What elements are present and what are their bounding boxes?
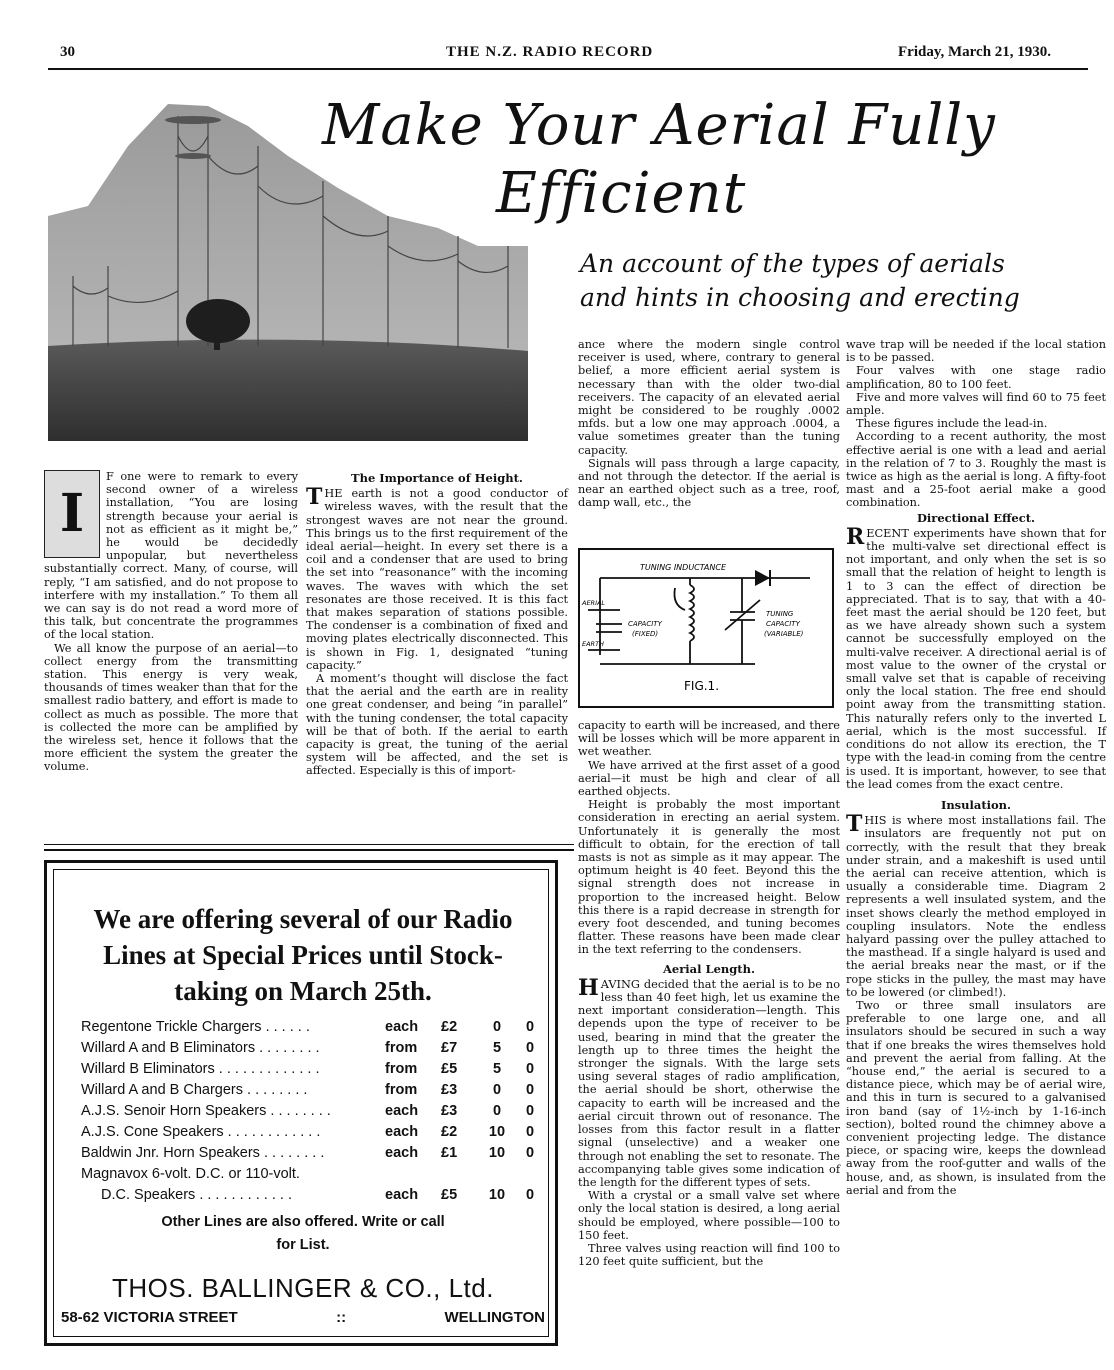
fig-label-variable: (VARIABLE)	[764, 630, 804, 638]
price-row: Regentone Trickle Chargers . . . . . . each £2 0 0	[81, 1019, 535, 1035]
article-title-line1: Make Your Aerial Fully	[322, 93, 996, 158]
ad-headline-3: taking on March 25th.	[174, 976, 432, 1006]
deck-line2: and hints in choosing and erecting	[580, 283, 1020, 312]
article-title-line2: Efficient	[496, 161, 747, 226]
ballinger-advertisement	[44, 860, 558, 1346]
masthead: THE N.Z. RADIO RECORD	[446, 44, 654, 60]
price-list	[81, 1017, 551, 1206]
col3-para1: ance where the modern single control receiver is used, where, contrary to general belief, a more efficient aerial system is necessary than with the older two-dial receivers. The capacity of an elevated aerial might be considered to be roughly .0002 mfds. but a low one may approach .0004, a value sometimes greater than the tuning capacity.	[578, 338, 840, 457]
col4-para4: These figures include the lead-in.	[856, 417, 1048, 431]
col3-para5: Height is probably the most important consideration in erecting an aerial system. Unfortunately it is generally the most difficult to obtain, for the erection of tall masts is not as simple as it may appear. The optimum height is 40 feet. Beyond this the signal strength does not increase in proportion to the increased height. Below this there is a rapid decrease in strength for every foot descended, and tuning becomes flatter. These reasons have been made clear in the text referring to the condensers.	[578, 798, 840, 957]
price-row: A.J.S. Senoir Horn Speakers . . . . . . . . each £3 0 0	[81, 1103, 535, 1119]
col4-para1: wave trap will be needed if the local station is to be passed.	[846, 338, 1106, 365]
ad-headline-1: We are offering several of our Radio	[93, 904, 513, 934]
column-3-bottom	[578, 719, 840, 1268]
col2-para1: THE earth is not a good conductor of wireless waves, with the result that the strongest waves are not near the ground. This brings us to the first requirement of the ideal aerial—height. In every set there is a coil and a condenser that are used to bring the set into “reasonance” with the incoming waves. The waves with which the set resonates are those received. It is this fact that makes separation of stations possible. The condenser is a combination of fixed and moving plates electrically disconnected. This is shown in Fig. 1, designated “tuning capacity.”	[306, 484, 568, 672]
col4-para3: Five and more valves will find 60 to 75 feet ample.	[846, 390, 1106, 418]
col2-para2: A moment’s thought will disclose the fact that the aerial and the earth are in reality one great condenser, and being “in parallel” with the tuning condenser, the total capacity will be that of both. If the aerial to earth capacity is great, the tuning of the aerial system will be affected, and the set is affected. Especially is this of import-	[306, 672, 568, 778]
ad-headline-2: Lines at Special Prices until Stock-	[103, 940, 503, 970]
price-row: Willard A and B Chargers . . . . . . . . from £3 0 0	[81, 1082, 535, 1098]
figure-1	[578, 548, 834, 708]
col4-para5: According to a recent authority, the most effective aerial is one with a lead and aerial in the relation of 7 to 3. Roughly the mast is twice as high as the aerial is long. A fifty-foot mast and a 25-foot aerial make a good combination.	[846, 430, 1106, 510]
fig-label-tuning-capacity: CAPACITY	[766, 620, 800, 628]
ad-separator: ::	[336, 1309, 347, 1326]
col3-para6: HAVING decided that the aerial is to be no less than 40 feet high, let us examine the next important consideration—length. This depends upon the type of receiver to be used, bearing in mind that the greater the length up to three times the height the stronger the signals. With the large sets using several stages of radio amplification, the aerial should be short, otherwise the capacity to earth will be increased and the aerial circuit thrown out of resonance. The losses from this factor result in a flatter signal (unselective) and a weaker one through not enabling the set to resonate. The accompanying table gives some indication of the length for the different types of sets.	[578, 974, 840, 1189]
column-2	[306, 470, 568, 778]
price-row: Baldwin Jnr. Horn Speakers . . . . . . . . each £1 10 0	[81, 1145, 535, 1161]
issue-date: Friday, March 21, 1930.	[898, 44, 1052, 60]
price-row: Willard A and B Eliminators . . . . . . . . from £7 5 0	[81, 1040, 535, 1056]
column-1	[44, 470, 298, 774]
col3-para7: With a crystal or a small valve set where only the local station is desired, a long aerial should be employed, where possible—100 to 150 feet.	[578, 1189, 840, 1242]
price-row-magnavox-line2: D.C. Speakers . . . . . . . . . . . . each £5 10 0	[101, 1187, 535, 1203]
dropcap-T2: T	[846, 811, 863, 838]
fig-label-aerial: AERIAL	[582, 599, 606, 607]
column-4	[846, 338, 1106, 1197]
dropcap-I: I	[59, 483, 85, 545]
heading-insulation: Insulation.	[940, 797, 1012, 812]
ad-city: WELLINGTON	[444, 1309, 545, 1326]
column-3-top	[578, 338, 840, 510]
page-number: 30	[60, 44, 75, 60]
dropcap-T: T	[306, 484, 323, 511]
col3-para3: capacity to earth will be increased, and there will be losses which will be more apparent in wet weather.	[578, 719, 840, 759]
fig-caption: FIG.1.	[684, 679, 720, 693]
col3-para4: We have arrived at the first asset of a good aerial—it must be high and clear of all earthed objects.	[578, 758, 840, 799]
deck-line1: An account of the types of aerials	[580, 249, 1005, 278]
ad-company-name: THOS. BALLINGER & CO., Ltd.	[112, 1273, 494, 1303]
header-rule	[48, 68, 1088, 70]
col3-para2: Signals will pass through a large capacity, and not through the detector. If the aerial is near an earthed object such as a tree, roof, damp wall, etc., the	[578, 456, 840, 510]
col4-para8: Two or three small insulators are preferable to one large one, and all insulators should be secured in such a way that if one breaks the wires themselves hold and prevent the aerial from falling. At the “house end,” the aerial is secured to a distance piece, which may be of aerial wire, and this in turn is secured to a galvanised iron band (say of 1½-inch by 1-16-inch section), bolted round the chimney above a convenient projecting ledge. The distance piece, or spacing wire, keeps the downlead away from the roof-gutter and walls of the house, and, as shown, is insulated from the aerial and from the	[846, 998, 1106, 1197]
heading-directional-effect: Directional Effect.	[916, 510, 1036, 525]
col4-para6: RECENT experiments have shown that for the multi-valve set directional effect is not important, and only when the set is so small that the relation of height to length is 1 to 3 can the effect of direction be appreciated. That is to say, that with a 40-feet mast the aerial should be 120 feet, but as we have already shown such a system cannot be successfully employed on the multi-valve receiver. A directional aerial is of most value to the owner of the crystal or small valve set that is capable of receiving only the local station. The free end should point away from the transmitting station. This naturally refers only to the inverted L aerial, which is the most successful. If conditions do not allow its erection, the T type with the lead-in coming from the centre is used. It is important, however, to see that the lead comes from the exact centre.	[846, 523, 1106, 791]
ornate-dropcap-I	[44, 470, 100, 558]
price-row: A.J.S. Cone Speakers . . . . . . . . . . . . each £2 10 0	[81, 1124, 535, 1140]
col3-para8: Three valves using reaction will find 100 to 120 feet quite sufficient, but the	[578, 1241, 840, 1269]
fig-label-fixed: (FIXED)	[632, 630, 659, 638]
fig-label-tuning: TUNING	[766, 610, 794, 618]
ad-for-list: for List.	[276, 1237, 330, 1253]
col1-para2: We all know the purpose of an aerial—to collect energy from the transmitting station. This energy is very weak, thousands of times weaker than that for the smallest radio battery, and effort is made to collect as much as possible. The more that is collected the more can be amplified by the wireless set, hence it follows that the more efficient the system the greater the volume.	[44, 641, 298, 774]
fig-label-capacity: CAPACITY	[628, 620, 662, 628]
price-row-magnavox-line1: Magnavox 6-volt. D.C. or 110-volt.	[81, 1166, 300, 1182]
heading-importance-of-height: The Importance of Height.	[351, 471, 523, 485]
section-rule	[44, 844, 574, 851]
col4-para7: THIS is where most installations fail. The insulators are frequently not put on correctly, with the result that they break under strain, and a makeshift is used until the aerial can receive attention, which is usually a considerable time. Diagram 2 represents a well insulated system, and the inset shows clearly the method employed in coupling insulators. Note the endless halyard passing over the pulley attached to the masthead. If a single halyard is used and the aerial breaks near the mast, or if the rope sticks in the pulley, the mast may have to be lowered (or climbed!).	[846, 811, 1106, 999]
fig-label-earth: EARTH	[582, 640, 604, 648]
col4-para2: Four valves with one stage radio amplification, 80 to 100 feet.	[846, 364, 1106, 391]
ad-other-lines: Other Lines are also offered. Write or call	[161, 1214, 445, 1230]
price-row: Willard B Eliminators . . . . . . . . . . . . . from £5 5 0	[81, 1061, 535, 1077]
fig-label-tuning-inductance: TUNING INDUCTANCE	[640, 563, 727, 572]
dropcap-H: H	[578, 974, 599, 1001]
col1-para1: F one were to remark to every second owner of a wireless installation, “You are losing strength because your aerial is not as efficient as it might be,” he would be decidedly unpopular, but nevertheless substantially correct. Many, of course, will reply, “I am satisfied, and do not propose to interfere with my installation.” To them all we can say is do not read a word more of this talk, but concentrate the programmes of the local station.	[44, 470, 298, 642]
ad-address: 58-62 VICTORIA STREET	[61, 1309, 238, 1326]
heading-aerial-length: Aerial Length.	[663, 961, 755, 976]
dropcap-R: R	[846, 523, 865, 550]
